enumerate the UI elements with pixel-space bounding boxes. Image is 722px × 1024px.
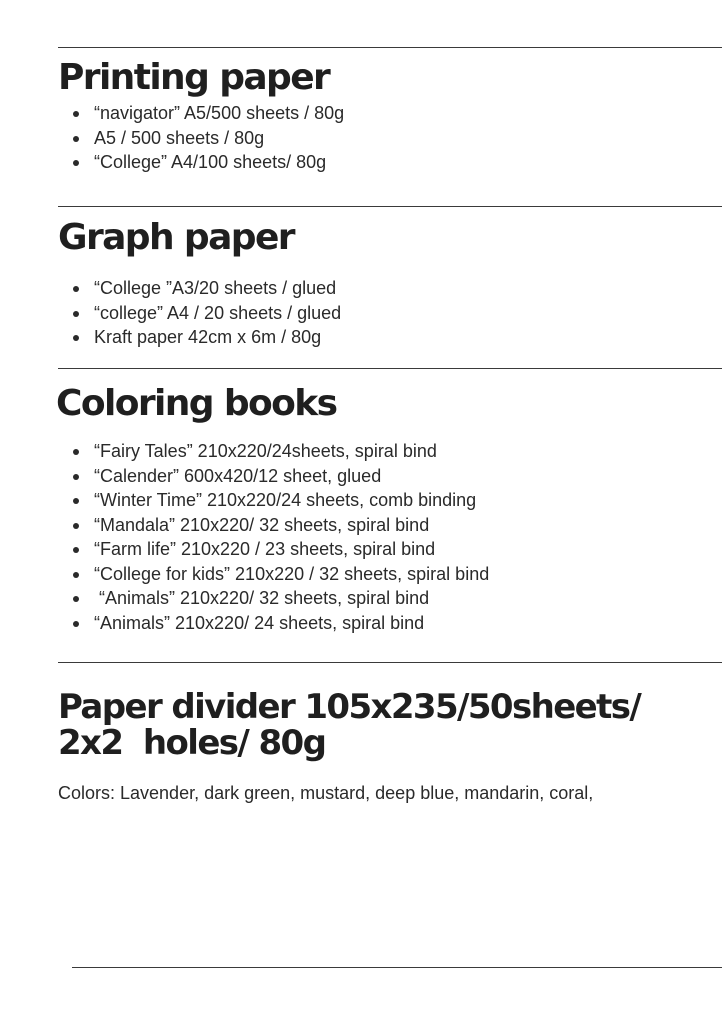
section-divider: [58, 47, 722, 48]
list-item: [94, 586, 489, 611]
printing-paper-list: [94, 101, 344, 175]
bullet-icon: [73, 136, 79, 142]
bullet-icon: [73, 498, 79, 504]
bullet-icon: [73, 111, 79, 117]
list-item-text: “Winter Time” 210x220/24 sheets, comb binding: [94, 490, 477, 510]
list-item-text: “Fairy Tales” 210x220/24sheets, spiral bind: [94, 441, 437, 461]
list-item: [94, 101, 344, 126]
section-title-paper-divider-line-1: Paper divider 105x235/50sheets/: [58, 687, 641, 727]
list-item: [94, 439, 489, 464]
section-divider: [58, 206, 722, 207]
list-item: [94, 611, 489, 636]
bullet-icon: [73, 311, 79, 317]
bullet-icon: [73, 449, 79, 455]
section-divider: [58, 368, 722, 369]
list-item-text: “navigator” A5/500 sheets / 80g: [94, 103, 345, 123]
list-item-text: “college” A4 / 20 sheets / glued: [94, 302, 342, 323]
bullet-icon: [73, 160, 79, 166]
section-title-graph-paper: Graph paper: [58, 217, 294, 258]
list-item: [94, 276, 341, 301]
list-item-text: A5 / 500 sheets / 80g: [94, 127, 265, 148]
list-item: [94, 126, 344, 151]
bullet-icon: [73, 474, 79, 480]
list-item: [94, 150, 344, 175]
coloring-books-list: [94, 439, 489, 635]
list-item: [94, 301, 341, 326]
bullet-icon: [73, 596, 79, 602]
list-item-text: “College” A4/100 sheets/ 80g: [94, 152, 327, 172]
list-item: [94, 562, 489, 587]
list-item-text: “Animals” 210x220/ 32 sheets, spiral bind: [94, 588, 430, 608]
list-item: [94, 537, 489, 562]
footer-divider: [72, 967, 722, 968]
section-title-paper-divider-line-2: 2x2 holes/ 80g: [58, 723, 326, 763]
list-item-text: “College ”A3/20 sheets / glued: [94, 278, 337, 298]
bullet-icon: [73, 286, 79, 292]
section-title-printing-paper: Printing paper: [58, 57, 330, 98]
list-item-text: “Calender” 600x420/12 sheet, glued: [94, 465, 382, 486]
list-item-text: “Mandala” 210x220/ 32 sheets, spiral bind: [94, 514, 430, 535]
graph-paper-list: [94, 276, 341, 350]
bullet-icon: [73, 335, 79, 341]
list-item-text: “College for kids” 210x220 / 32 sheets, spiral bind: [94, 563, 490, 584]
bullet-icon: [73, 523, 79, 529]
list-item-text: “Farm life” 210x220 / 23 sheets, spiral bind: [94, 539, 436, 559]
list-item: [94, 464, 489, 489]
bullet-icon: [73, 621, 79, 627]
section-title-coloring-books: Coloring books: [56, 383, 337, 424]
list-item-text: “Animals” 210x220/ 24 sheets, spiral bind: [94, 612, 425, 633]
list-item-text: Kraft paper 42cm x 6m / 80g: [94, 327, 322, 347]
list-item: [94, 488, 489, 513]
list-item: [94, 513, 489, 538]
bullet-icon: [73, 572, 79, 578]
section-divider: [58, 662, 722, 663]
list-item: [94, 325, 341, 350]
paper-divider-colors-note: Colors: Lavender, dark green, mustard, deep blue, mandarin, coral,: [58, 783, 594, 803]
bullet-icon: [73, 547, 79, 553]
